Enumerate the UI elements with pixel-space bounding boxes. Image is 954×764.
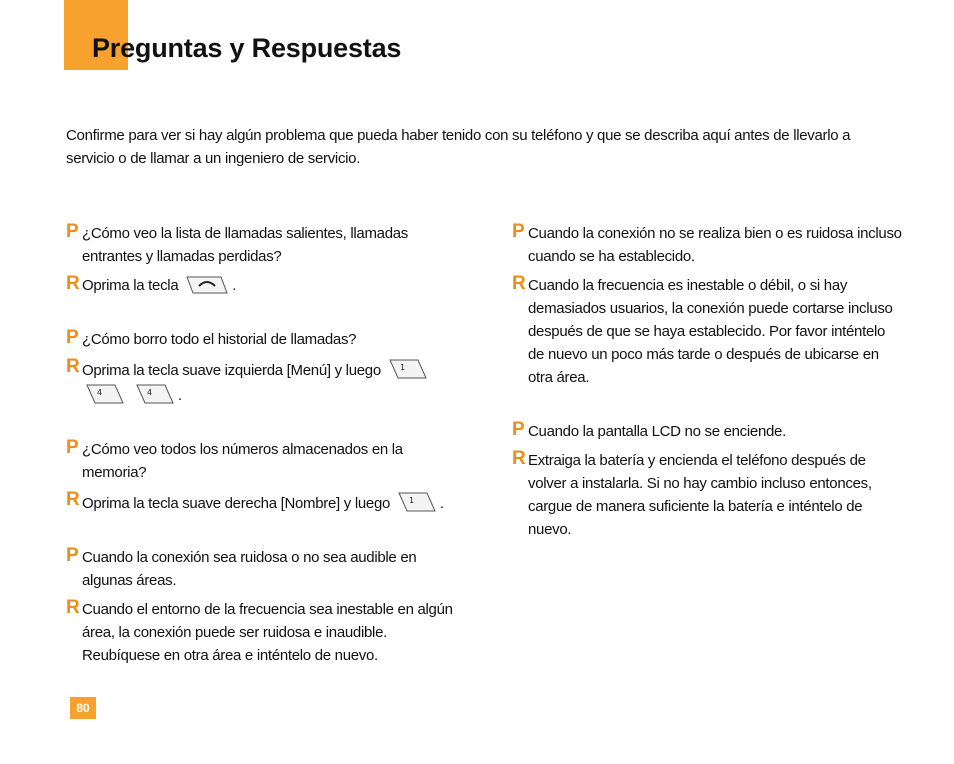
right-column [512, 222, 904, 541]
answer-item [66, 490, 466, 515]
answer-text: Cuando la frecuencia es inestable o débil, o si hay demasiados usuarios, la conexión puede cortarse incluso después de que se haya establecido. Por favor inténtelo de nuevo un poco más tarde o después de ubicarse en otra área. [528, 277, 893, 386]
page-number-badge: 80 [70, 697, 96, 719]
question-marker: P [512, 419, 525, 440]
question-item [66, 222, 466, 268]
answer-item [66, 357, 466, 407]
answer-text: Cuando el entorno de la frecuencia sea inestable en algún área, la conexión puede ser ruidosa e inaudible. Reubíquese en otra área e inténtelo de nuevo. [82, 601, 453, 664]
question-text: ¿Cómo veo la lista de llamadas salientes, llamadas entrantes y llamadas perdidas? [82, 225, 408, 265]
question-text: Cuando la pantalla LCD no se enciende. [528, 423, 786, 440]
answer-text: Oprima la tecla suave izquierda [Menú] y luego [82, 362, 381, 379]
answer-item [66, 274, 466, 297]
page-title: Preguntas y Respuestas [92, 33, 402, 63]
question-marker: P [66, 437, 79, 458]
send-key-icon [185, 274, 229, 296]
question-item [512, 222, 904, 268]
answer-end-punctuation: . [232, 277, 237, 294]
answer-end-punctuation: . [177, 387, 182, 404]
question-marker: P [512, 221, 525, 242]
svg-text:1: 1 [408, 496, 414, 505]
answer-marker: R [66, 356, 80, 377]
number-key-icon [388, 357, 428, 381]
answer-text: Oprima la tecla [82, 277, 179, 294]
question-marker: P [66, 545, 79, 566]
answer-item [66, 598, 466, 667]
answer-text: Oprima la tecla suave derecha [Nombre] y luego [82, 495, 391, 512]
question-item [66, 546, 466, 592]
number-key-icon [85, 382, 125, 406]
svg-text:1: 1 [399, 363, 405, 372]
number-key-icon [397, 490, 437, 514]
question-marker: P [66, 221, 79, 242]
intro-paragraph: Confirme para ver si hay algún problema que pueda haber tenido con su teléfono y que se describa aquí antes de llevarlo a servicio o de llamar a un ingeniero de servicio. [66, 127, 851, 167]
question-item [66, 438, 466, 484]
answer-marker: R [512, 448, 526, 469]
answer-item [512, 449, 904, 541]
question-text: Cuando la conexión no se realiza bien o es ruidosa incluso cuando se ha establecido. [528, 225, 902, 265]
answer-item [512, 274, 904, 389]
question-marker: P [66, 327, 79, 348]
svg-text:4: 4 [97, 388, 102, 397]
answer-text: Extraiga la batería y encienda el teléfono después de volver a instalarla. Si no hay cambio incluso entonces, cargue de manera suficiente la batería e inténtelo de nuevo. [528, 452, 872, 538]
answer-end-punctuation: . [439, 495, 444, 512]
question-item [512, 420, 904, 443]
left-column [66, 222, 466, 667]
answer-marker: R [66, 489, 80, 510]
answer-marker: R [66, 597, 80, 618]
answer-marker: R [66, 273, 80, 294]
question-item [66, 328, 466, 351]
question-text: Cuando la conexión sea ruidosa o no sea audible en algunas áreas. [82, 549, 417, 589]
number-key-icon [135, 382, 175, 406]
answer-marker: R [512, 273, 526, 294]
question-text: ¿Cómo veo todos los números almacenados en la memoria? [82, 441, 403, 481]
svg-text:4: 4 [146, 388, 152, 397]
question-text: ¿Cómo borro todo el historial de llamadas? [82, 331, 357, 348]
